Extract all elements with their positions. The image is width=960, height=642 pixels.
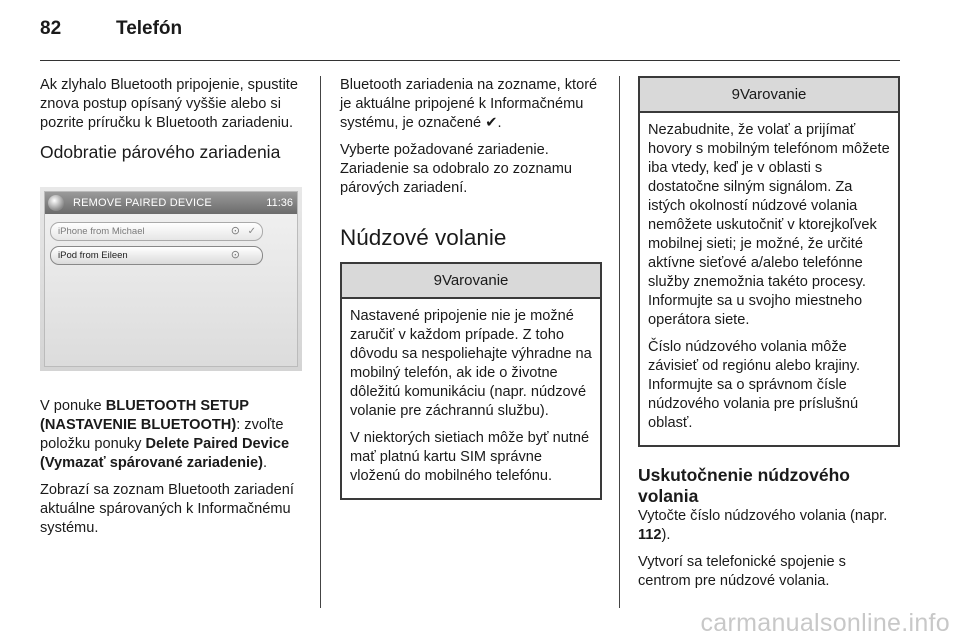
warning-paragraph: Číslo núdzového volania môže závisieť od regiónu alebo krajiny. Informujte sa o správnom čísle núdzového volania pre príslušnú oblasť. xyxy=(648,339,861,431)
text: : zvoľte položku ponuky xyxy=(40,417,284,452)
dial-number-paragraph xyxy=(638,507,900,545)
display-title: REMOVE PAIRED DEVICE xyxy=(73,197,212,209)
menu-name: BLUETOOTH SETUP (NASTAVENIE BLUETOOTH) xyxy=(40,398,249,433)
warning-header xyxy=(640,78,898,113)
warning-title: Varovanie xyxy=(441,272,509,289)
text: Vytočte číslo núdzového volania (napr. xyxy=(638,508,888,524)
watermark: carmanualsonline.info xyxy=(700,609,950,637)
column-2 xyxy=(340,76,602,500)
phone-icon: ⊙ xyxy=(230,249,240,261)
display-title-bar xyxy=(45,192,297,214)
header-divider xyxy=(40,60,900,61)
warning-header xyxy=(342,264,600,299)
warning-paragraph: Nastavené pripojenie nie je možné zaručiť v každom prípade. Z toho dôvodu sa nespoliehajte výhradne na mobilný telefón, ak ide o životne dôležitú komunikáciu (napr. núdzové volanie pre záchrannú službu). xyxy=(350,308,592,419)
emergency-call-heading: Núdzové volanie xyxy=(340,225,507,250)
display-clock: 11:36 xyxy=(266,197,293,209)
checkmark-icon: ✔ xyxy=(485,115,498,131)
text: ). xyxy=(661,527,671,543)
menu-item-name: Delete Paired Device (Vymazať spárované zariadenie) xyxy=(40,436,290,471)
warning-icon: 9 xyxy=(731,86,740,103)
page-number: 82 xyxy=(40,18,62,39)
column-3 xyxy=(638,76,900,599)
display-frame xyxy=(44,191,298,367)
section-title: Telefón xyxy=(116,18,183,39)
column-1 xyxy=(40,76,304,546)
display-screenshot xyxy=(40,187,302,371)
select-device-paragraph: Vyberte požadované zariadenie. Zariadenie sa odobralo zo zoznamu párových zariadení. xyxy=(340,142,573,196)
warning-title: Varovanie xyxy=(739,86,807,103)
warning-paragraph: Nezabudnite, že volať a prijímať hovory s mobilným telefónom môžete iba vtedy, keď je v oblasti s dostatočne silným signálom. Za istých okolností núdzové volania nemôžete uskutočniť v ktorejkoľvek mobilnej sieti; je možné, že určité aktívne sieťové a/alebo telefónne služby znemožnia takéto procesy. Informujte sa u svojho miestneho operátora siete. xyxy=(648,122,890,328)
device-row xyxy=(50,222,263,241)
text: . xyxy=(497,115,502,131)
warning-paragraph: V niektorých sietiach môže byť nutné mať platnú kartu SIM správne vloženú do mobilného telefónu. xyxy=(350,430,590,484)
intro-paragraph: Ak zlyhalo Bluetooth pripojenie, spustite znova postup opísaný vyššie alebo si pozrite príručku k Bluetooth zariadeniu. xyxy=(40,77,298,131)
warning-body xyxy=(342,299,600,498)
device-row-selected xyxy=(50,246,263,265)
connection-paragraph: Vytvorí sa telefonické spojenie s centrom pre núdzové volania. xyxy=(638,554,846,589)
warning-icon: 9 xyxy=(433,272,442,289)
menu-instruction xyxy=(40,397,304,473)
warning-box xyxy=(638,76,900,447)
make-emergency-call-heading: Uskutočnenie núdzového volania xyxy=(638,465,850,506)
emergency-number: 112 xyxy=(638,527,662,543)
checkmark-icon: ✓ xyxy=(247,226,256,237)
warning-box xyxy=(340,262,602,500)
column-divider-2 xyxy=(619,76,620,608)
device-name: iPod from Eileen xyxy=(58,250,128,261)
text: Bluetooth zariadenia na zozname, ktoré je aktuálne pripojené k Informačnému systému, je označené xyxy=(340,77,598,131)
text: V ponuke xyxy=(40,398,106,414)
device-name: iPhone from Michael xyxy=(58,226,145,237)
remove-paired-heading: Odobratie párového zariadenia xyxy=(40,142,281,162)
connected-device-paragraph xyxy=(340,76,602,133)
text: . xyxy=(263,455,268,471)
connected-phone-icon: ⊙ xyxy=(230,225,240,237)
list-paragraph: Zobrazí sa zoznam Bluetooth zariadení aktuálne spárovaných k Informačnému systému. xyxy=(40,482,294,536)
warning-body xyxy=(640,113,898,445)
brand-logo-icon xyxy=(48,195,64,211)
column-divider-1 xyxy=(320,76,321,608)
